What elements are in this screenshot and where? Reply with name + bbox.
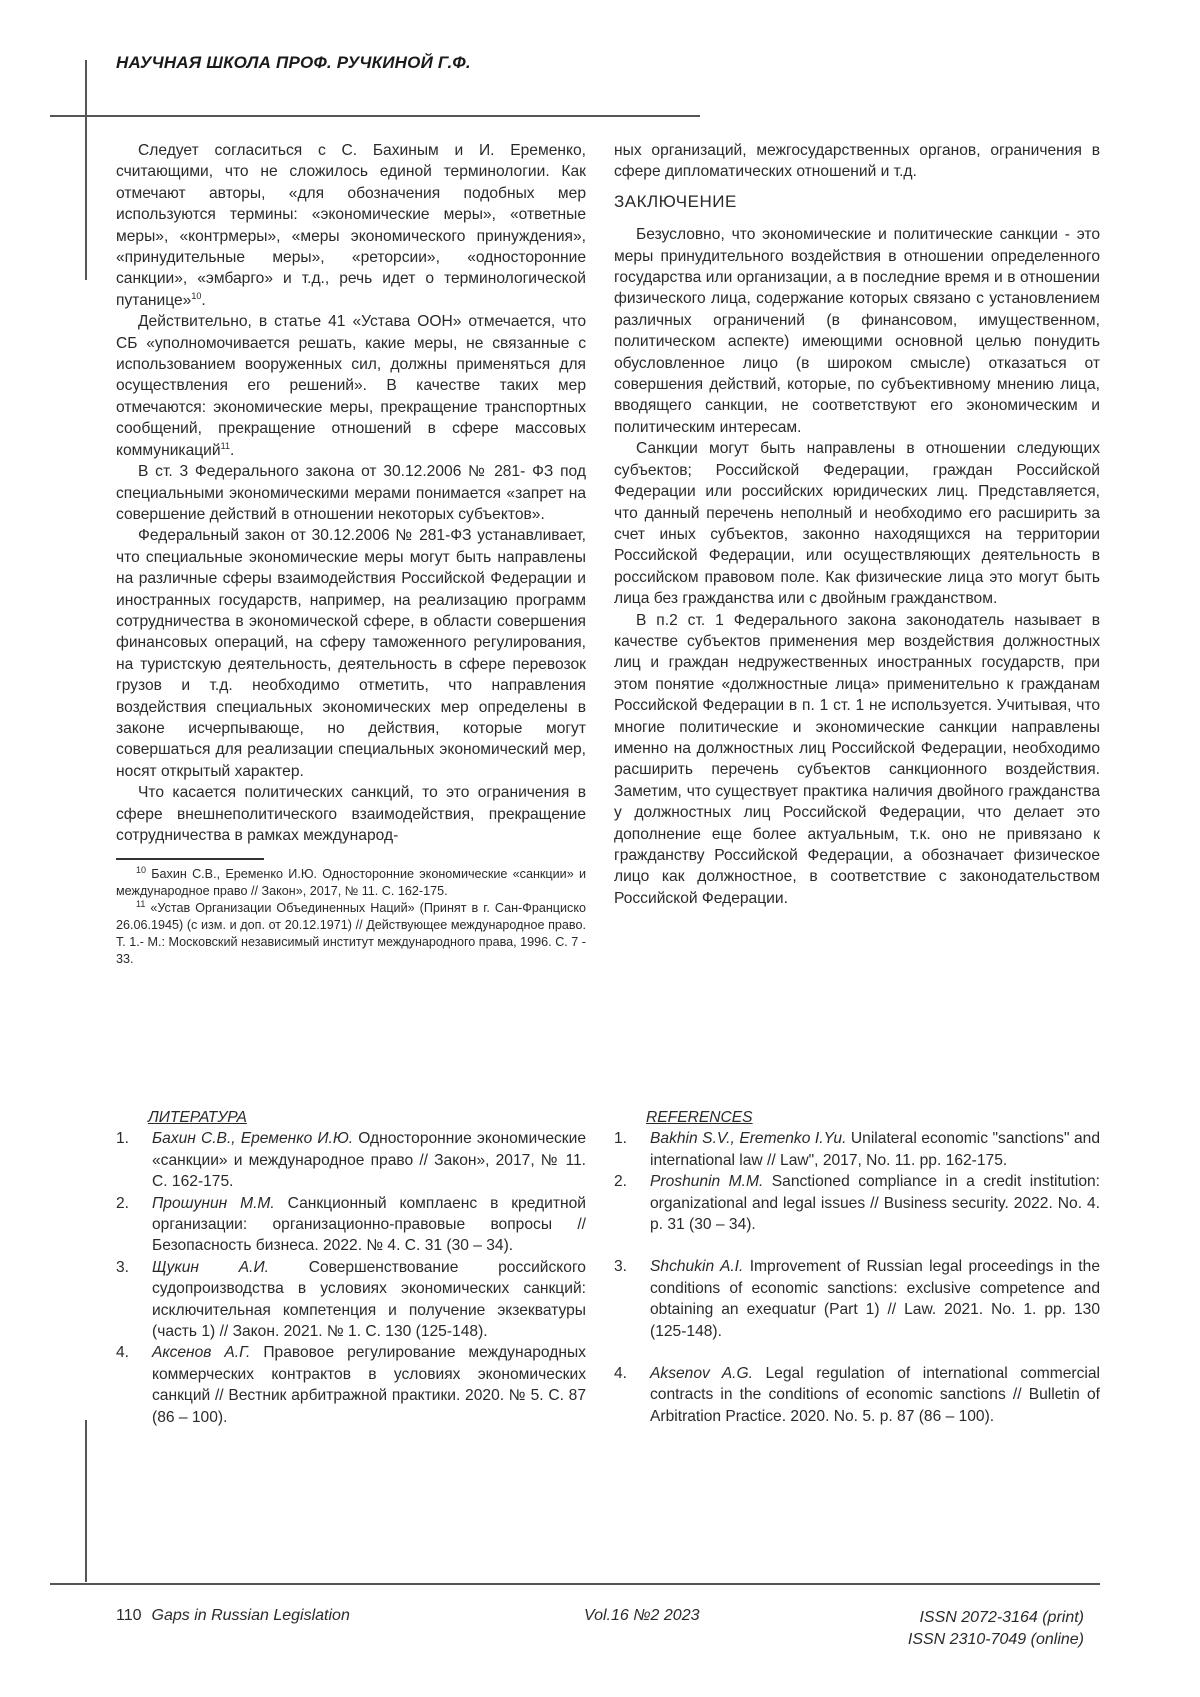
paragraph: Что касается политических санкций, то это ограничения в сфере внешнеполитического взаимодействия, прекращение сотрудничества в рамках международ-: [116, 784, 586, 844]
page-number: 110: [116, 1607, 142, 1624]
footer-issn: [908, 1607, 1084, 1651]
issn-print: ISSN 2072-3164 (print): [919, 1609, 1084, 1626]
paragraph: Федеральный закон от 30.12.2006 № 281-ФЗ устанавливает, что специальные экономические меры могут быть направлены на различные сферы взаимодействия Российской Федерации и иностранных государств, например, на реализацию программ сотрудничества в экономической сфере, в области совершения финансовых операций, на сферу таможенного регулирования, на туристскую деятельность, деятельность в сфере перевозок грузов и т.д. необходимо отметить, что направления воздействия специальных экономических мер определены в законе исчерпывающе, но действия, которые могут совершаться для реализации специальных экономический мер, носят открытый характер.: [116, 527, 586, 780]
literature-item: 1. Бахин С.В., Еременко И.Ю. Односторонние экономические «санкции» и международное право // Закон», 2017, № 11. С. 162-175.: [116, 1130, 587, 1191]
references-list: [614, 1107, 1100, 1427]
reference-item: 3. Shchukin A.I. Improvement of Russian legal proceedings in the conditions of economic sanctions: exclusive competence and obtaining an exequatur (Part 1) // Law. 2021. No. 1. pp. 130 (125-148).: [614, 1258, 1100, 1340]
footnote: $^{11}$ «Устав Организации Объединенных Наций» (Принят в г. Сан-Франциско 26.06.1945) (с изм. и доп. от 20.12.1971) // Действующее международное право. Т. 1.- М.: Московский независимый институт международного права, 1996. С. 7 - 33.: [116, 899, 586, 967]
paragraph: В п.2 ст. 1 Федерального закона законодатель называет в качестве субъектов применения мер воздействия должностных лиц и граждан недружественных иностранных государств, при этом понятие «должностные лица» применительно к гражданам Российской Федерации в п. 1 ст. 1 не используется. Учитывая, что многие политические и экономические санкции направлены именно на должностных лиц Российской Федерации, необходимо расширить перечень субъектов санкционного воздействия. Заметим, что существует практика наличия двойного гражданства у должностных лиц Российской Федерации, что делает это дополнение еще более актуальным, т.к. оно не привязано к гражданству Российской Федерации, а обозначает физическое лицо как должностное, в соответствие с законодательством Российской Федерации.: [614, 611, 1100, 907]
paragraph-continuation: ных организаций, межгосударственных органов, ограничения в сфере дипломатических отношений и т.д.: [614, 142, 1100, 181]
right-column: [614, 140, 1100, 909]
journal-name: Gaps in Russian Legislation: [151, 1607, 350, 1624]
bottom-left-vertical-rule: [85, 1420, 87, 1582]
references-title: REFERENCES: [646, 1109, 753, 1126]
paragraph: Безусловно, что экономические и политические санкции - это меры принудительного воздействия в отношении определенного государства или организации, а в последние время и в отношении физического лица, содержание которых связано с установлением различных ограничений (в финансовом, имущественном, политическом аспекте) имеющими основной целью понудить обусловленное лицо (в широком смысле) отказаться от совершения действий, которые, по субъективному мнению лица, вводящего санкции, не соответствуют его экономическим и политическим интересам.: [614, 226, 1100, 436]
literature-item: 4. Аксенов А.Г. Правовое регулирование международных коммерческих контрактов в условиях экономических санкций // Вестник арбитражной практики. 2020. № 5. С. 87 (86 – 100).: [116, 1344, 586, 1426]
literature-list: [116, 1107, 586, 1428]
paragraph: Следует согласиться с С. Бахиным и И. Еременко, считающими, что не сложилось единой терминологии. Как отмечают авторы, «для обозначения подобных мер используются термины: «экономические меры», «ответные меры», «контрмеры», «меры экономического принуждения», «принудительные меры», «реторсии», «односторонние санкции», «эмбарго» и т.д., речь идет о терминологической путанице»$^{10}$.: [116, 142, 586, 309]
footnote-separator: [116, 858, 264, 860]
reference-item: 4. Aksenov A.G. Legal regulation of international commercial contracts in the conditions of economic sanctions // Bulletin of Arbitration Practice. 2020. No. 5. p. 87 (86 – 100).: [614, 1365, 1100, 1425]
footnote-ref[interactable]: 11: [220, 440, 230, 451]
reference-item: 1. Bakhin S.V., Eremenko I.Yu. Unilateral economic "sanctions" and international law // Law", 2017, No. 11. pp. 162-175.: [614, 1130, 1100, 1169]
paragraph: Санкции могут быть направлены в отношении следующих субъектов; Российской Федерации, граждан Российской Федерации или российских юридических лиц. Представляется, что данный перечень неполный и необходимо его расширить за счет иных субъектов, законно находящихся на территории Российской Федерации, или осуществляющих деятельность в российском правовом поле. Как физические лица это могут быть лица без гражданства или с двойным гражданством.: [614, 440, 1100, 608]
literature-item: 3. Щукин А.И. Совершенствование российского судопроизводства в условиях экономических санкций: исключительная компетенция и получение экзекватуры (часть 1) // Закон. 2021. № 1. С. 130 (125-148).: [116, 1258, 586, 1341]
footer-issue: Vol.16 №2 2023: [584, 1607, 700, 1624]
header-rule: [50, 115, 700, 117]
footer-journal: [116, 1607, 350, 1625]
paragraph: В ст. 3 Федерального закона от 30.12.2006 № 281- ФЗ под специальными экономическими мерами понимается «запрет на совершение действий в отношении некоторых субъектов».: [116, 463, 586, 523]
literature-item: 2. Прошунин М.М. Санкционный комплаенс в кредитной организации: организационно-правовые вопросы // Безопасность бизнеса. 2022. № 4. С. 31 (30 – 34).: [116, 1194, 586, 1255]
footer-rule: [50, 1583, 1100, 1585]
top-left-vertical-rule: [85, 60, 87, 280]
reference-item: 2. Proshunin M.M. Sanctioned compliance in a credit institution: organizational and legal issues // Business security. 2022. No. 4. p. 31 (30 – 34).: [614, 1173, 1100, 1234]
footnote: $^{10}$ Бахин С.В., Еременко И.Ю. Односторонние экономические «санкции» и международное право // Закон», 2017, № 11. С. 162-175.: [116, 865, 586, 899]
issn-online: ISSN 2310-7049 (online): [907, 1631, 1084, 1648]
running-title: НАУЧНАЯ ШКОЛА ПРОФ. РУЧКИНОЙ Г.Ф.: [116, 53, 471, 72]
section-title-conclusion: ЗАКЛЮЧЕНИЕ: [614, 191, 737, 211]
footnote-ref[interactable]: 10: [191, 290, 202, 301]
literature-title: ЛИТЕРАТУРА: [148, 1109, 247, 1126]
paragraph: Действительно, в статье 41 «Устава ООН» отмечается, что СБ «уполномочивается решать, какие меры, не связанные с использованием вооруженных сил, должны применяться для осуществления его решений». В качестве таких мер отмечаются: экономические меры, прекращение транспортных сообщений, прекращение отношений в сфере массовых коммуникаций$^{11}$.: [116, 313, 586, 459]
left-column: [116, 140, 586, 968]
footnotes: [116, 866, 586, 968]
